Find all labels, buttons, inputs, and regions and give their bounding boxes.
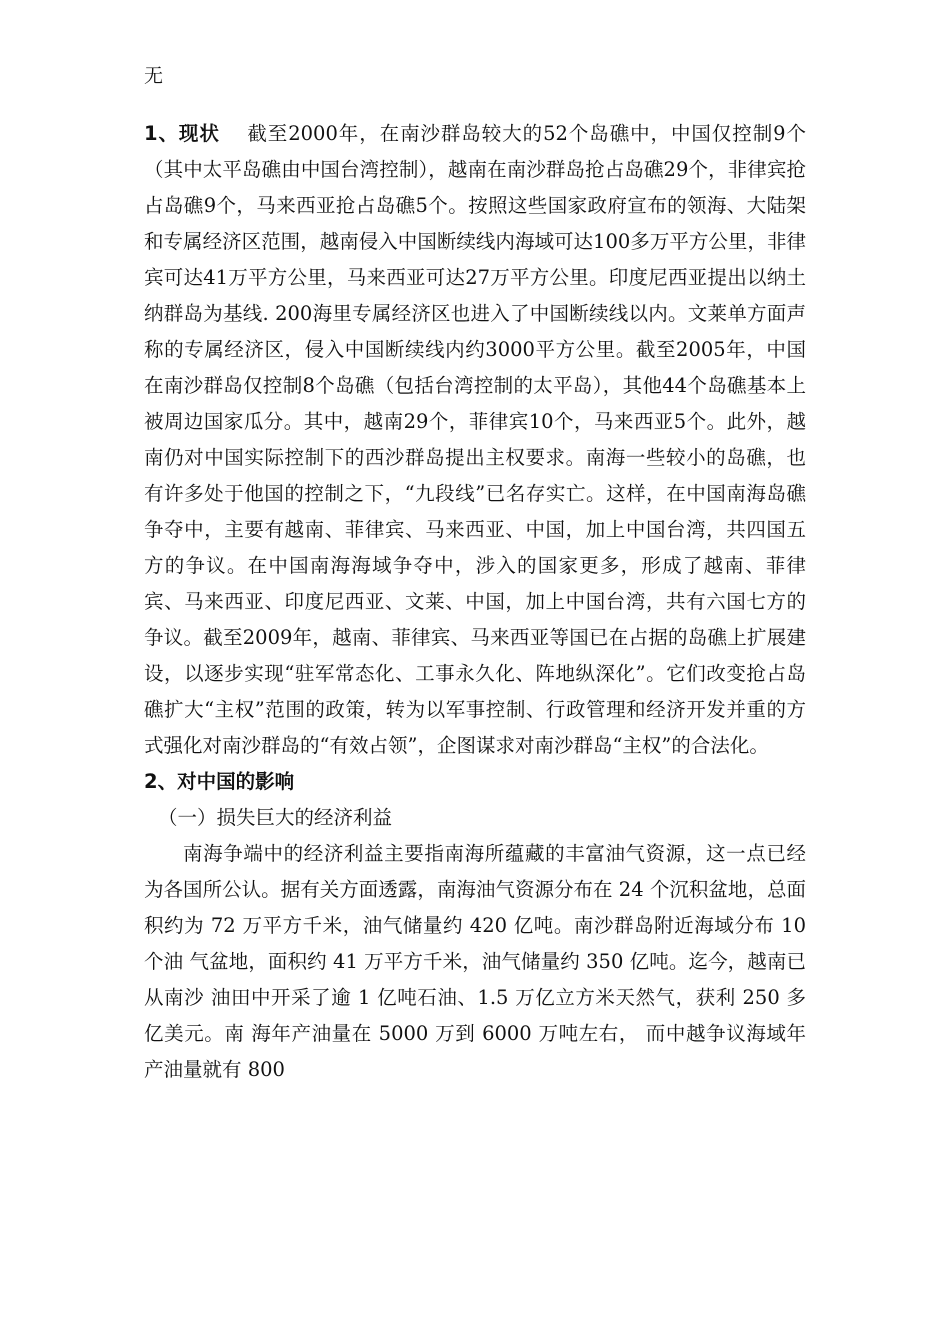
section-1-spacer (220, 122, 248, 145)
section-1-title: 1、现状 (144, 122, 220, 145)
section-1-body: 截至2000年，在南沙群岛较大的52个岛礁中，中国仅控制9个（其中太平岛礁由中国台湾控制），越南在南沙群岛抢占岛礁29个，非律宾抢占岛礁9个，马来西亚抢占岛礁5个。按照这些国家政府宣布的领海、大陆架和专属经济区范围，越南侵入中国断续线内海域可达100多万平方公里，非律宾可达41万平方公里，马来西亚可达27万平方公里。印度尼西亚提出以纳土纳群岛为基线. 200海里专属经济区也进入了中国断续线以内。文莱单方面声称的专属经济区，侵入中国断续线内约3000平方公里。截至2005年，中国在南沙群岛仅控制8个岛礁（包括台湾控制的太平岛），其他44个岛礁基本上被周边国家瓜分。其中，越南29个，菲律宾10个，马来西亚5个。此外，越南仍对中国实际控制下的西沙群岛提出主权要求。南海一些较小的岛礁，也有许多处于他国的控制之下，“九段线”已名存实亡。这样，在中国南海岛礁争夺中，主要有越南、菲律宾、马来西亚、中国，加上中国台湾，共四国五方的争议。在中国南海海域争夺中，涉入的国家更多，形成了越南、菲律宾、马来西亚、印度尼西亚、文莱、中国，加上中国台湾，共有六国七方的争议。截至2009年，越南、菲律宾、马来西亚等国已在占据的岛礁上扩展建设，以逐步实现“驻军常态化、工事永久化、阵地纵深化”。它们改变抢占岛礁扩大“主权”范围的政策，转为以军事控制、行政管理和经济开发并重的方式强化对南沙群岛的“有效占领”，企图谋求对南沙群岛“主权”的合法化。 (144, 122, 806, 757)
section-2-body: 南海争端中的经济利益主要指南海所蕴藏的丰富油气资源，这一点已经为各国所公认。据有关方面透露，南海油气资源分布在 24 个沉积盆地，总面 积约为 72 万平方千米，油气储量约 420 亿吨。南沙群岛附近海域分布 10 个油 气盆地，面积约 41 万平方千米，油气储量约 350 亿吨。迄今，越南已从南沙 油田中开采了逾 1 亿吨石油、1.5 万亿立方米天然气，获利 250 多亿美元。南 海年产油量在 5000 万到 6000 万吨左右， 而中越争议海域年产油量就有 800 (144, 842, 806, 1081)
section-2-title: 2、对中国的影响 (144, 770, 295, 793)
document-page (144, 58, 806, 1088)
page-header: 无 (144, 65, 164, 87)
section-2-subtitle: （一）损失巨大的经济利益 (158, 806, 393, 829)
section-1-paragraph (144, 116, 806, 764)
